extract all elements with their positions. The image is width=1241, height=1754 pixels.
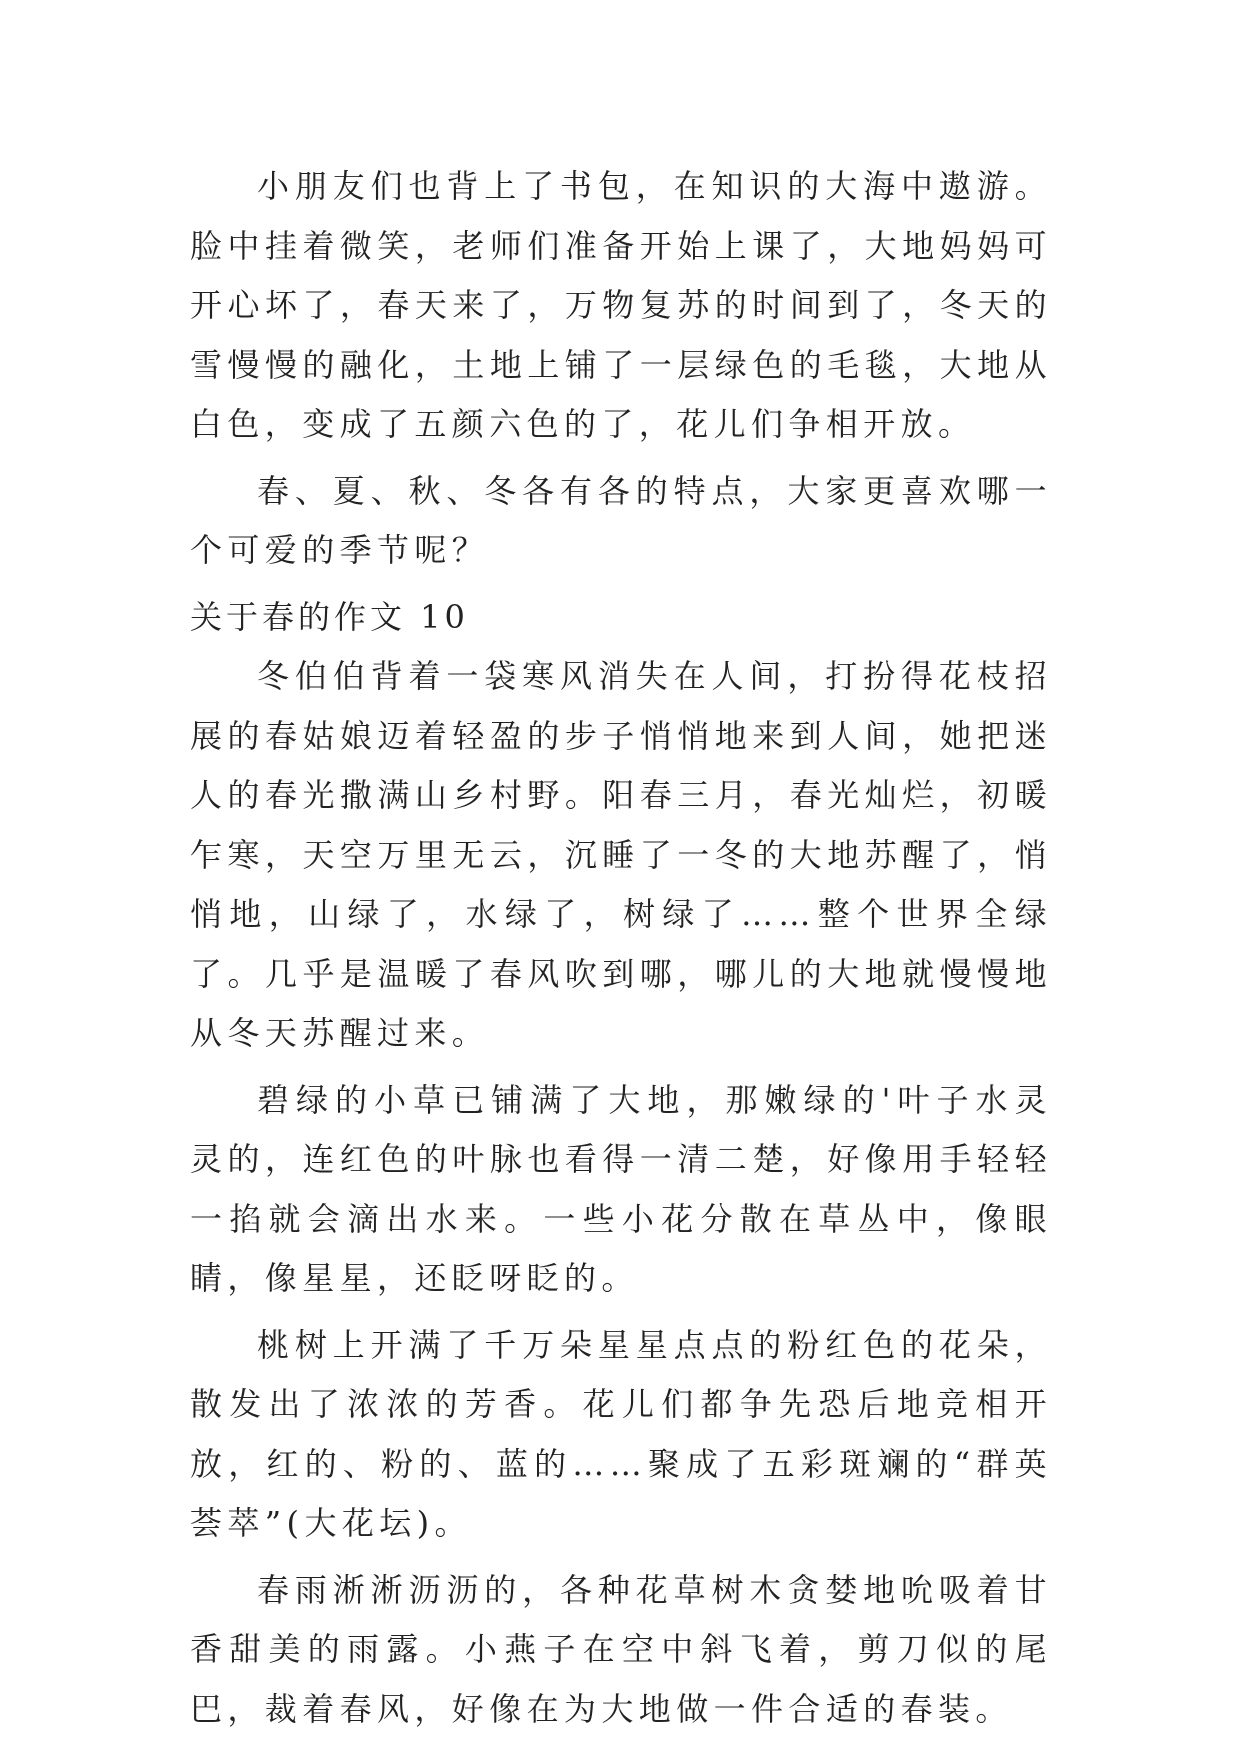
paragraph: 春、夏、秋、冬各有各的特点，大家更喜欢哪一个可爱的季节呢？ bbox=[190, 471, 1052, 569]
document-body bbox=[190, 157, 1052, 1746]
paragraph: 冬伯伯背着一袋寒风消失在人间，打扮得花枝招展的春姑娘迈着轻盈的步子悄悄地来到人间，她把迷人的春光撒满山乡村野。阳春三月，春光灿烂，初暖乍寒，天空万里无云，沉睡了一冬的大地苏醒了，悄悄地，山绿了，水绿了，树绿了……整个世界全绿了。几乎是温暖了春风吹到哪，哪儿的大地就慢慢地从冬天苏醒过来。 bbox=[190, 657, 1052, 1052]
paragraph: 碧绿的小草已铺满了大地，那嫩绿的'叶子水灵灵的，连红色的叶脉也看得一清二楚，好像用手轻轻一掐就会滴出水来。一些小花分散在草丛中，像眼睛，像星星，还眨呀眨的。 bbox=[190, 1080, 1052, 1297]
section-heading: 关于春的作文 10 bbox=[190, 597, 469, 636]
paragraph: 春雨淅淅沥沥的，各种花草树木贪婪地吮吸着甘香甜美的雨露。小燕子在空中斜飞着，剪刀似的尾巴，裁着春风，好像在为大地做一件合适的春装。 bbox=[190, 1570, 1052, 1728]
paragraph: 小朋友们也背上了书包，在知识的大海中遨游。脸中挂着微笑，老师们准备开始上课了，大地妈妈可开心坏了，春天来了，万物复苏的时间到了，冬天的雪慢慢的融化，土地上铺了一层绿色的毛毯，大地从白色，变成了五颜六色的了，花儿们争相开放。 bbox=[190, 167, 1052, 443]
paragraph: 桃树上开满了千万朵星星点点的粉红色的花朵，散发出了浓浓的芳香。花儿们都争先恐后地竞相开放，红的、粉的、蓝的……聚成了五彩斑斓的“群英荟萃”(大花坛)。 bbox=[190, 1325, 1052, 1542]
